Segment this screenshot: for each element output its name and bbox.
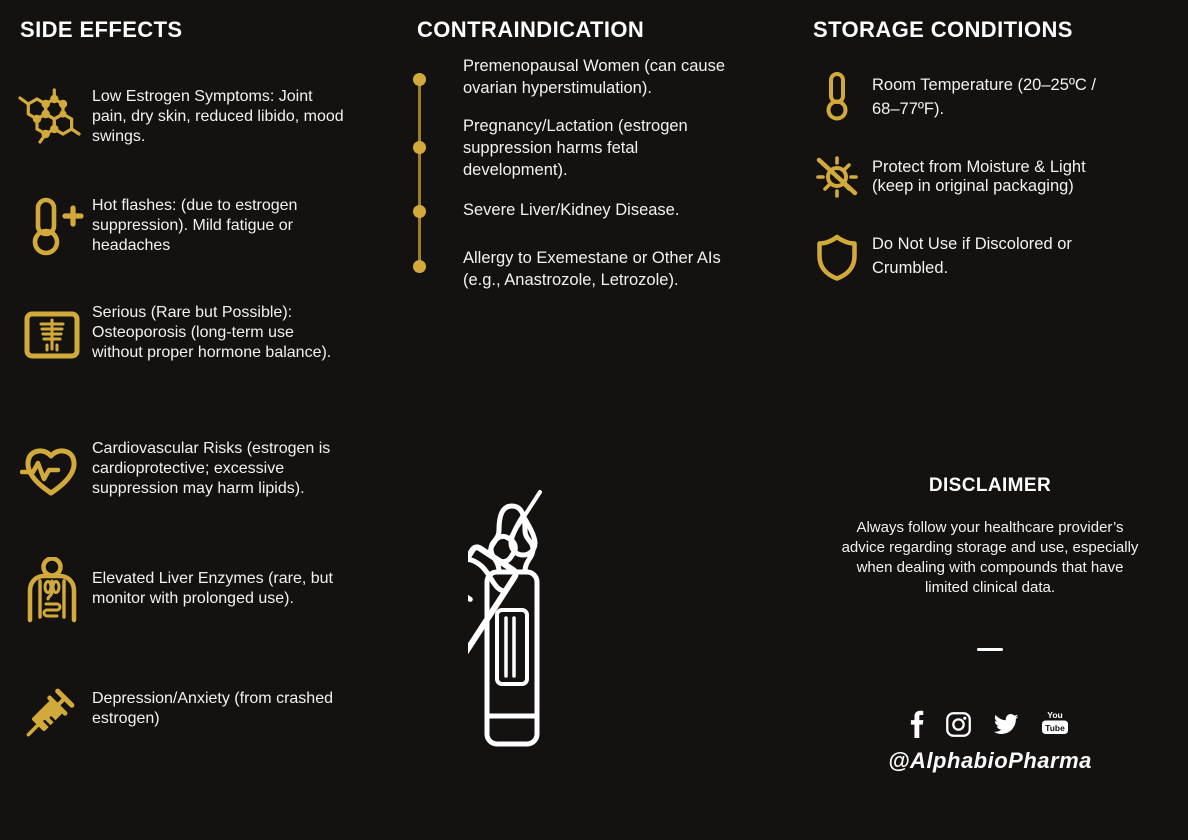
- social-links: [815, 708, 1165, 740]
- side-effect-item-text: Cardiovascular Risks (estrogen is cardioprotective; excessive suppression may harm lipids).: [92, 440, 331, 497]
- side-effect-item-text: Hot flashes: (due to estrogen suppression). Mild fatigue or headaches: [92, 197, 298, 254]
- side-effect-item-text: Serious (Rare but Possible): Osteoporosis (long-term use without proper hormone balance).: [92, 304, 332, 361]
- contraindication-item: Pregnancy/Lactation (estrogen suppression harms fetal development).: [463, 117, 688, 179]
- timeline-dot: [413, 141, 426, 154]
- youtube-icon[interactable]: [1039, 710, 1071, 738]
- storage-item-text: Room Temperature (20–25ºC / 68–77ºF).: [872, 76, 1096, 118]
- timeline-dot: [413, 260, 426, 273]
- thermometer-plus-icon: [20, 194, 86, 258]
- twitter-icon[interactable]: [992, 711, 1019, 738]
- timeline-dot: [413, 73, 426, 86]
- body-organs-icon: [22, 556, 82, 626]
- storage-title: STORAGE CONDITIONS: [813, 17, 1073, 42]
- molecule-icon: [12, 85, 90, 151]
- instagram-icon[interactable]: [945, 711, 972, 738]
- shield-icon: [815, 233, 859, 282]
- social-handle: @AlphabioPharma: [888, 748, 1092, 773]
- contraindication-title: CONTRAINDICATION: [417, 17, 645, 42]
- contraindication-item: Severe Liver/Kidney Disease.: [463, 201, 680, 219]
- divider-dash: [977, 648, 1003, 651]
- storage-item-text: Protect from Moisture & Light (keep in original packaging): [872, 158, 1086, 195]
- heart-pulse-icon: [19, 441, 83, 501]
- contraindication-item: Allergy to Exemestane or Other AIs (e.g., Anastrozole, Letrozole).: [463, 249, 721, 289]
- timeline-rail: [418, 80, 421, 267]
- xray-icon: [23, 308, 81, 362]
- svg-text:Tube: Tube: [1045, 723, 1065, 733]
- contraindication-item: Premenopausal Women (can cause ovarian hyperstimulation).: [463, 57, 726, 97]
- thermometer-icon: [822, 70, 852, 122]
- facebook-icon[interactable]: [909, 710, 925, 738]
- side-effect-item-text: Depression/Anxiety (from crashed estrogen): [92, 690, 333, 727]
- no-light-icon: [810, 150, 864, 204]
- side-effects-title: SIDE EFFECTS: [20, 17, 183, 42]
- timeline-dot: [413, 205, 426, 218]
- syringe-icon: [14, 678, 88, 746]
- ampoule-syringe-illustration: [468, 462, 788, 778]
- side-effect-item-text: Low Estrogen Symptoms: Joint pain, dry skin, reduced libido, mood swings.: [92, 88, 344, 145]
- side-effect-item-text: Elevated Liver Enzymes (rare, but monitor with prolonged use).: [92, 570, 333, 607]
- svg-text:You: You: [1047, 710, 1063, 720]
- storage-item-text: Do Not Use if Discolored or Crumbled.: [872, 235, 1072, 277]
- disclaimer-title: DISCLAIMER: [928, 475, 1052, 496]
- disclaimer-text: Always follow your healthcare provider’s advice regarding storage and use, especially when dealing with compounds that have limited clinical data.: [841, 519, 1139, 596]
